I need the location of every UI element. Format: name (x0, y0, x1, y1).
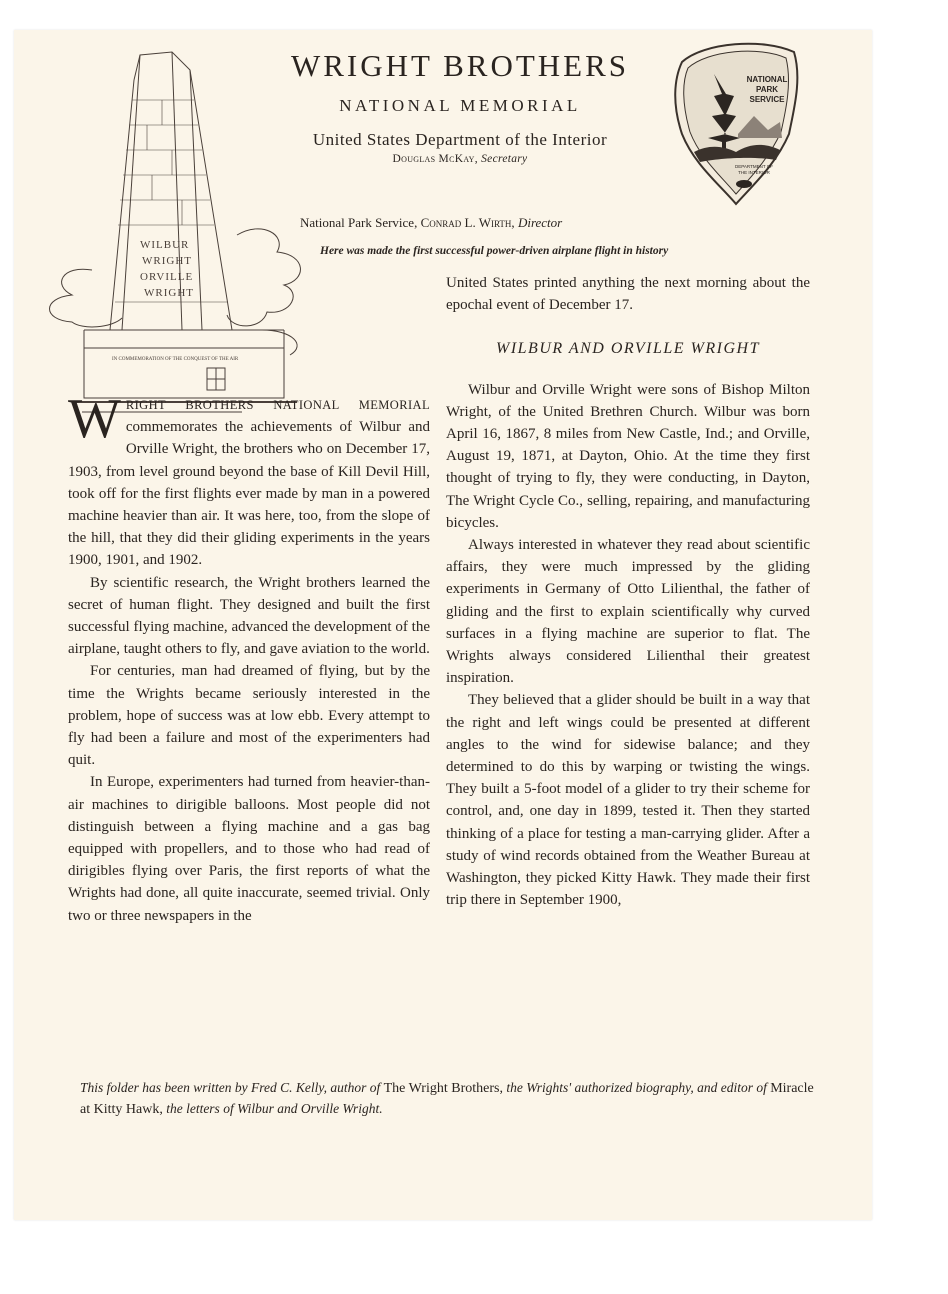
monument-base-text: IN COMMEMORATION OF THE CONQUEST OF THE AIR (112, 357, 239, 362)
inscription-line-1: WILBUR (140, 239, 190, 251)
section-heading: WILBUR AND ORVILLE WRIGHT (495, 340, 760, 358)
secretary-role: Secretary (481, 153, 528, 165)
right-paragraph-2: Always interested in whatever they read about scientific affairs, they were much impressed by the gliding experiments in Germany of Otto Lilienthal, the father of gliding and the first to explain scientifically why curved surfaces in a flying machine are superior to flat. The Wrights always considered Lilienthal their greatest inspiration. (446, 537, 810, 687)
left-paragraph-3: For centuries, man had dreamed of flying, but by the time the Wrights became seriously interested in the problem, hope of success was at low ebb. Every attempt to fly had been a failure and most of the experimenters had quit. (68, 663, 430, 769)
badge-text-service: SERVICE (749, 95, 785, 104)
badge-text-national: NATIONAL (746, 75, 788, 84)
document-title: WRIGHT BROTHERS (290, 48, 630, 83)
nps-arrowhead-logo (664, 34, 804, 209)
inscription-line-3: ORVILLE (140, 271, 194, 283)
left-paragraph-1-text: commemorates the achievements of Wilbur and Orville Wright, the brothers who on December 17, 1903, from level ground beyond the base of Kill Devil Hill, took off for the first flights ever made by man in a powered machine heavier than air. It was here, too, from the slope of the hill, that they did their gliding experiments in the years 1900, 1901, and 1902. (68, 419, 430, 569)
drop-cap: W (68, 388, 121, 450)
right-paragraph-1: Wilbur and Orville Wright were sons of Bishop Milton Wright, of the United Brethren Church. Wilbur was born April 16, 1867, 8 miles from New Castle, Ind.; and Orville, August 19, 1871, at Dayton, Ohio. At the time they first thought of trying to fly, they were conducting, in Dayton, The Wright Cycle Co., selling, repairing, and manufacturing bicycles. (446, 381, 810, 531)
footer-credit (80, 1078, 820, 1120)
footer-part-2: the Wrights' authorized biography, and editor of (502, 1080, 771, 1095)
secretary-line (250, 153, 670, 165)
right-paragraph-continued: United States printed anything the next morning about the epochal event of December 17. (446, 275, 810, 314)
badge-text-interior: THE INTERIOR (738, 170, 770, 175)
inscription-line-4: WRIGHT (144, 287, 194, 299)
director-role: Director (517, 215, 563, 230)
director-name: Conrad L. Wirth, (420, 215, 515, 230)
footer-part-3: the letters of Wilbur and Orville Wright. (162, 1101, 383, 1116)
document-subtitle: NATIONAL MEMORIAL (339, 96, 581, 115)
footer-part-1: This folder has been written by Fred C. Kelly, author of (80, 1080, 384, 1095)
left-paragraph-4: In Europe, experimenters had turned from heavier-than-air machines to dirigible balloons. Most people did not distinguish between a flying machine and a gas bag equipped with propellers, and to those who had read of dirigibles flying over Paris, the first reports of what the Wrights had done, all quite inaccurate, seemed trivial. Only two or three newspapers in the (68, 774, 430, 924)
footer-book-title-1: The Wright Brothers, (383, 1081, 503, 1096)
badge-text-department: DEPARTMENT OF (734, 164, 774, 169)
right-column (446, 272, 810, 911)
document-header (250, 48, 670, 165)
left-column (68, 388, 430, 927)
tagline: Here was made the first successful power-driven airplane flight in history (320, 245, 669, 257)
right-paragraph-3: They believed that a glider should be built in a way that the right and left wings could be presented at different angles to the wind for sidewise balance; and they determined to do this by warping or twisting the wings. They built a 5-foot model of a glider to try their scheme for control, and, one day in 1899, tested it. Then they started thinking of a place for testing a man-carrying glider. After a study of wind records obtained from the Weather Bureau at Washington, they picked Kitty Hawk. They made their first trip there in September 1900, (446, 692, 810, 909)
left-paragraph-2: By scientific research, the Wright brothers learned the secret of human flight. They designed and built the first successful flying machine, advanced the development of the airplane, taught others to fly, and gave aviation to the world. (68, 574, 430, 658)
nps-prefix: National Park Service, (300, 215, 418, 230)
left-paragraph-1 (68, 388, 430, 572)
lead-caps: RIGHT BROTHERS NATIONAL MEMORIAL (125, 398, 430, 412)
badge-text-park: PARK (755, 85, 779, 94)
nps-line (300, 215, 562, 231)
secretary-name: Douglas McKay, (392, 153, 478, 165)
footer-book-title-2: Miracle at Kitty Hawk, (80, 1081, 814, 1117)
department-name: United States Department of the Interior (312, 130, 608, 149)
inscription-line-2: WRIGHT (142, 255, 192, 267)
